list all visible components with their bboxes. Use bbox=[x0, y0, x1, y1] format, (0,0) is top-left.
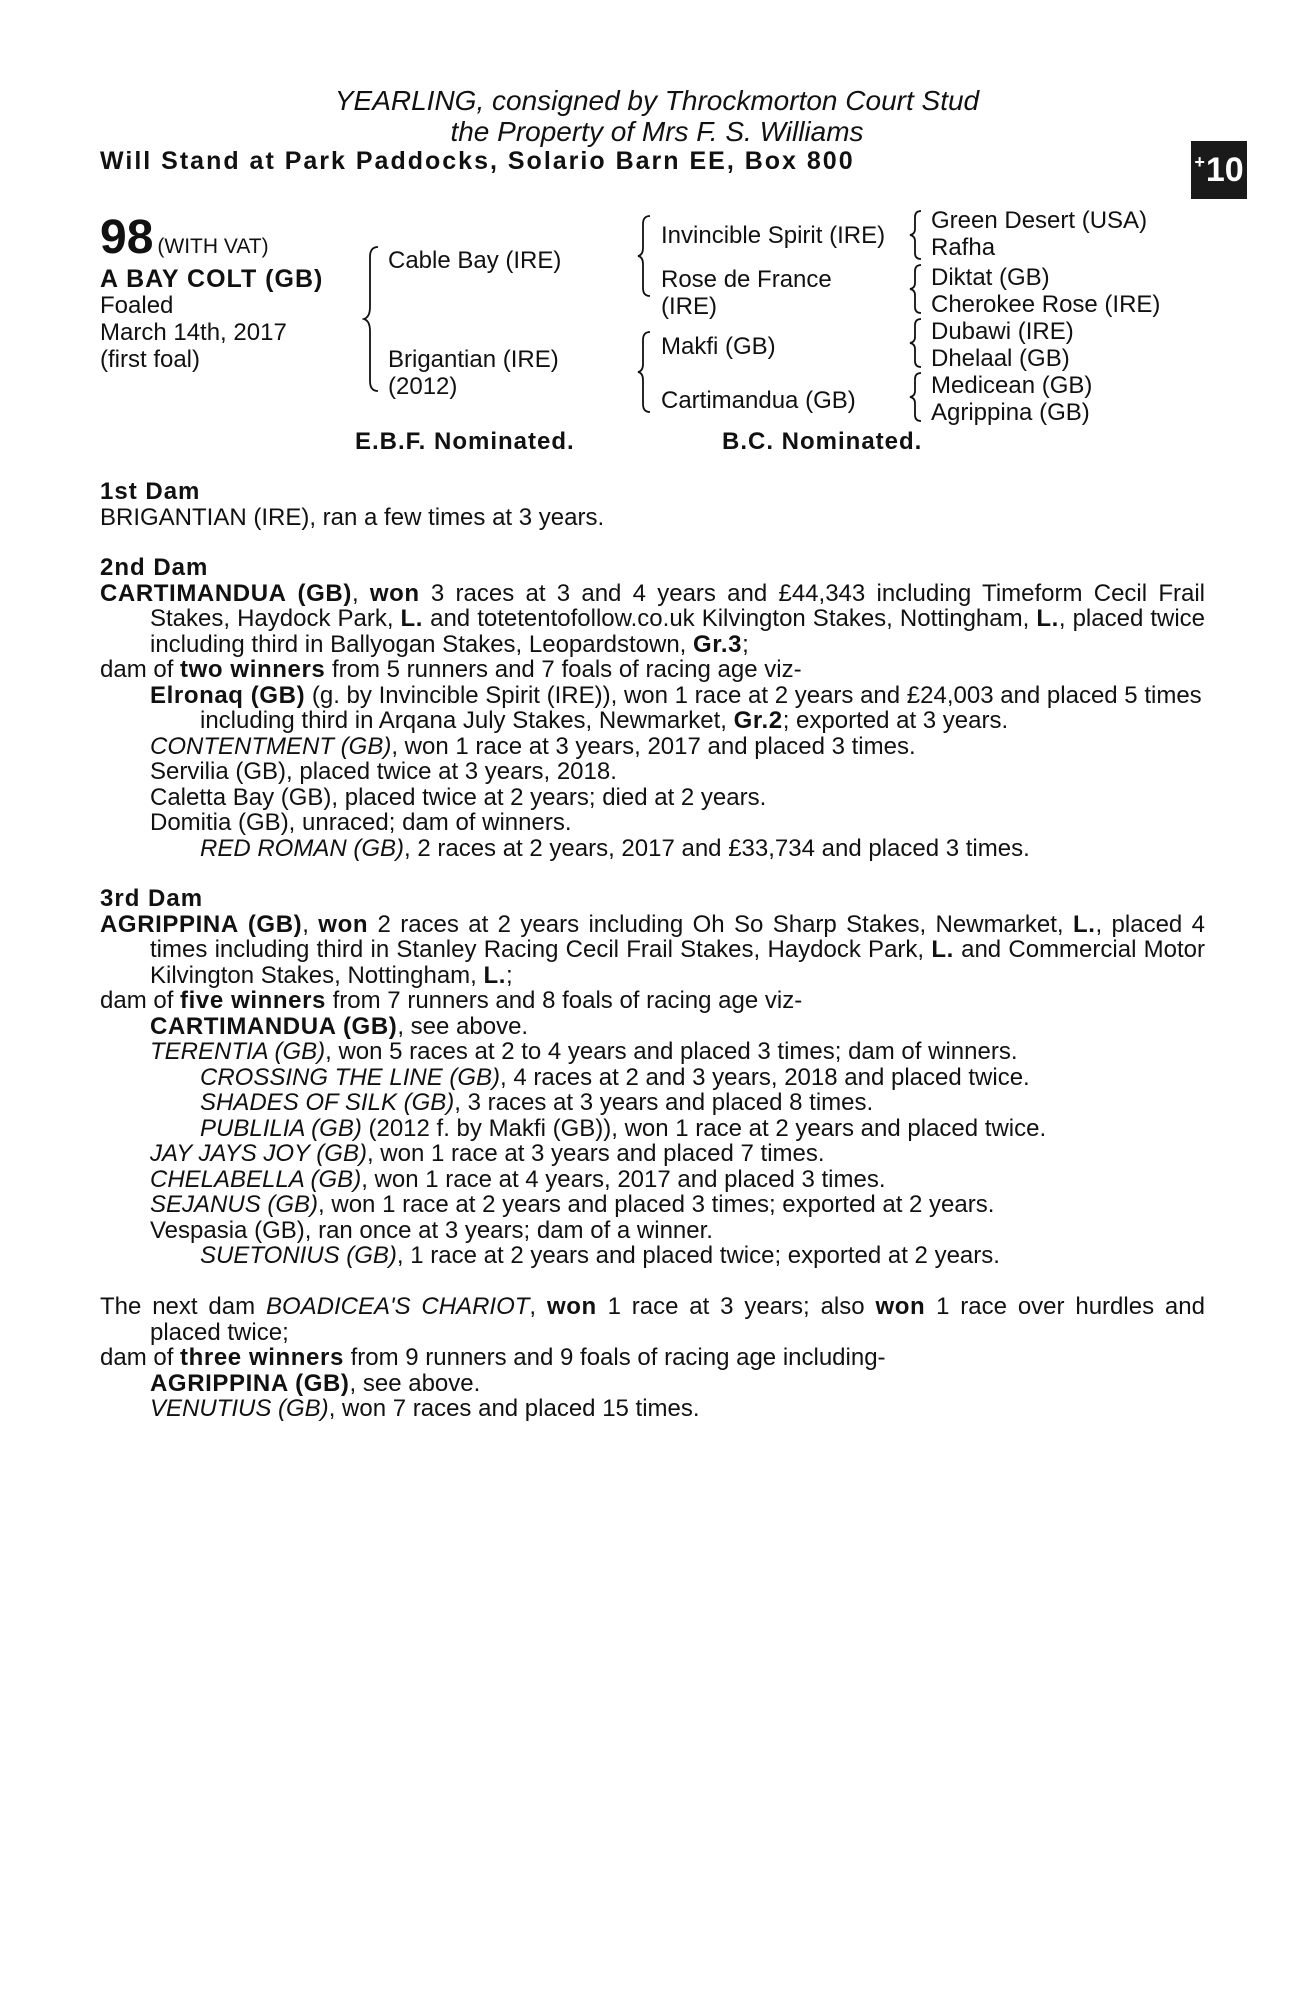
lot-badge bbox=[1191, 141, 1247, 199]
lot-info bbox=[100, 210, 269, 265]
pedigree-brace-g2 bbox=[908, 263, 924, 315]
second-dam-text-1: 3 races at 3 and 4 years and £44,343 including Timeform Cecil Frail Stakes, Haydock Park, bbox=[150, 579, 1206, 632]
second-dam-text-4: ; bbox=[742, 630, 749, 658]
consignor-line: YEARLING, consigned by Throckmorton Court Stud bbox=[334, 85, 980, 116]
ancestor-rafha: Rafha bbox=[931, 234, 996, 261]
second-dam-name: CARTIMANDUA (GB) bbox=[100, 579, 352, 607]
produce-venutius: VENUTIUS (GB), won 7 races and placed 15 times. bbox=[150, 1395, 700, 1422]
second-dam-text-3: , placed twice including third in Ballyogan Stakes, Leopardstown, bbox=[150, 605, 1206, 658]
second-dam-heading: 2nd Dam bbox=[100, 554, 209, 581]
foal-note: (first foal) bbox=[100, 346, 201, 373]
ancestor-agrippina: Agrippina (GB) bbox=[931, 399, 1090, 426]
produce-shades-of-silk: SHADES OF SILK (GB), 3 races at 3 years and placed 8 times. bbox=[200, 1089, 874, 1116]
produce-cartimandua: CARTIMANDUA (GB), see above. bbox=[150, 1012, 529, 1040]
pedigree-brace-g3 bbox=[908, 317, 924, 369]
second-dam-text-2: and totetentofollow.co.uk Kilvington Stakes, Nottingham, bbox=[423, 605, 1037, 632]
won-label: won bbox=[546, 1293, 597, 1320]
second-dam-record: CARTIMANDUA (GB), won 3 races at 3 and 4 years and £44,343 including Timeform Cecil Frail Stakes, Haydock Park, L. and totetentofollow.co.uk Kilvington Stakes, Nottingham, L., placed twice including third in Ballyogan Stakes, Leopardstown, Gr.3; bbox=[100, 579, 1206, 658]
produce-chelabella: CHELABELLA (GB), won 1 race at 4 years, 2017 and placed 3 times. bbox=[150, 1165, 886, 1193]
produce-sejanus: SEJANUS (GB), won 1 race at 2 years and placed 3 times; exported at 2 years. bbox=[150, 1191, 995, 1218]
produce-jay-jays-joy: JAY JAYS JOY (GB), won 1 race at 3 years and placed 7 times. bbox=[150, 1140, 825, 1167]
winners-count: three winners bbox=[180, 1344, 344, 1371]
third-dam-heading: 3rd Dam bbox=[100, 885, 204, 912]
produce-agrippina: AGRIPPINA (GB), see above. bbox=[150, 1369, 481, 1397]
vat-note: (WITH VAT) bbox=[157, 235, 269, 258]
winners-count: five winners bbox=[180, 987, 326, 1014]
third-dam-section bbox=[100, 886, 1205, 1269]
sire-dam: Rose de France bbox=[661, 266, 832, 293]
bc-nomination: B.C. Nominated. bbox=[722, 428, 923, 455]
produce-vespasia: Vespasia (GB), ran once at 3 years; dam of a winner. bbox=[150, 1216, 713, 1244]
first-dam-section bbox=[100, 479, 1205, 530]
winners-count: two winners bbox=[180, 656, 326, 683]
property-line: the Property of Mrs F. S. Williams bbox=[450, 116, 864, 147]
lot-number: 98 bbox=[100, 211, 154, 264]
listed-label: L. bbox=[483, 961, 507, 989]
produce-contentment: CONTENTMENT (GB), won 1 race at 3 years, 2017 and placed 3 times. bbox=[150, 732, 916, 760]
ancestor-dhelaal: Dhelaal (GB) bbox=[931, 345, 1070, 372]
listed-label: L. bbox=[400, 605, 424, 632]
dam-sire: Makfi (GB) bbox=[661, 333, 776, 360]
dam: Brigantian (IRE) bbox=[388, 346, 559, 373]
ancestor-diktat: Diktat (GB) bbox=[931, 264, 1050, 291]
foaled-label: Foaled bbox=[100, 292, 174, 319]
sire: Cable Bay (IRE) bbox=[388, 247, 562, 274]
pedigree-brace-sire bbox=[636, 214, 654, 298]
produce-publilia: PUBLILIA (GB) (2012 f. by Makfi (GB)), won 1 race at 2 years and placed twice. bbox=[200, 1114, 1047, 1142]
dam-year: (2012) bbox=[388, 373, 458, 400]
sire-dam-country: (IRE) bbox=[661, 293, 717, 320]
second-dam-produce-summary: dam of two winners from 5 runners and 7 foals of racing age viz- bbox=[100, 656, 802, 683]
group-2-label: Gr.2 bbox=[733, 707, 783, 734]
produce-crossing-the-line: CROSSING THE LINE (GB), 4 races at 2 and 3 years, 2018 and placed twice. bbox=[200, 1063, 1030, 1091]
second-dam-section bbox=[100, 555, 1205, 861]
ebf-nomination: E.B.F. Nominated. bbox=[355, 428, 575, 455]
third-dam-produce-summary: dam of five winners from 7 runners and 8 foals of racing age viz- bbox=[100, 987, 803, 1014]
pedigree-brace-main bbox=[362, 245, 382, 393]
foaled-date: March 14th, 2017 bbox=[100, 319, 287, 346]
produce-caletta-bay: Caletta Bay (GB), placed twice at 2 years; died at 2 years. bbox=[150, 783, 767, 811]
listed-label: L. bbox=[1072, 910, 1096, 938]
first-dam-text: BRIGANTIAN (IRE), ran a few times at 3 years. bbox=[100, 503, 605, 531]
pedigree-brace-g4 bbox=[908, 371, 924, 423]
group-3-label: Gr.3 bbox=[693, 630, 743, 658]
stand-location: Will Stand at Park Paddocks, Solario Barn EE, Box 800 bbox=[100, 147, 855, 175]
produce-servilia: Servilia (GB), placed twice at 3 years, 2018. bbox=[150, 758, 617, 785]
produce-elronaq: Elronaq (GB) (g. by Invincible Spirit (IRE)), won 1 race at 2 years and £24,003 and placed 5 times including third in Arqana July Stakes, Newmarket, Gr.2; exported at 3 years. bbox=[150, 681, 1202, 734]
sire-sire: Invincible Spirit (IRE) bbox=[661, 222, 886, 249]
won-label: won bbox=[318, 910, 369, 938]
ancestor-dubawi: Dubawi (IRE) bbox=[931, 318, 1074, 345]
ancestor-cherokee-rose: Cherokee Rose (IRE) bbox=[931, 291, 1161, 318]
won-label: won bbox=[369, 579, 420, 607]
next-dam-record: The next dam BOADICEA'S CHARIOT, won 1 race at 3 years; also won 1 race over hurdles and placed twice; bbox=[100, 1293, 1205, 1346]
dam-dam: Cartimandua (GB) bbox=[661, 387, 856, 414]
horse-name: A BAY COLT (GB) bbox=[100, 265, 324, 293]
produce-red-roman: RED ROMAN (GB), 2 races at 2 years, 2017 and £33,734 and placed 3 times. bbox=[200, 834, 1030, 862]
pedigree-brace-dam bbox=[636, 330, 654, 414]
third-dam-record: AGRIPPINA (GB), won 2 races at 2 years including Oh So Sharp Stakes, Newmarket, L., placed 4 times including third in Stanley Racing Cecil Frail Stakes, Haydock Park, L. and Commercial Motor Kilvington Stakes, Nottingham, L.; bbox=[100, 910, 1205, 989]
produce-domitia: Domitia (GB), unraced; dam of winners. bbox=[150, 809, 572, 836]
third-dam-name: AGRIPPINA (GB) bbox=[100, 910, 303, 938]
badge-plus: + bbox=[1194, 151, 1205, 172]
first-dam-heading: 1st Dam bbox=[100, 478, 201, 505]
next-dam-name: BOADICEA'S CHARIOT bbox=[265, 1293, 530, 1320]
next-dam-section bbox=[100, 1294, 1205, 1422]
ancestor-medicean: Medicean (GB) bbox=[931, 372, 1093, 399]
listed-label: L. bbox=[1036, 605, 1059, 632]
next-dam-produce-summary: dam of three winners from 9 runners and 9 foals of racing age including- bbox=[100, 1344, 886, 1371]
ancestor-green-desert: Green Desert (USA) bbox=[931, 207, 1148, 234]
produce-terentia: TERENTIA (GB), won 5 races at 2 to 4 years and placed 3 times; dam of winners. bbox=[150, 1038, 1018, 1065]
produce-suetonius: SUETONIUS (GB), 1 race at 2 years and placed twice; exported at 2 years. bbox=[200, 1242, 1000, 1269]
pedigree-brace-g1 bbox=[908, 209, 924, 261]
badge-number: 10 bbox=[1205, 150, 1244, 189]
won-label: won bbox=[875, 1293, 926, 1320]
listed-label: L. bbox=[931, 936, 954, 963]
